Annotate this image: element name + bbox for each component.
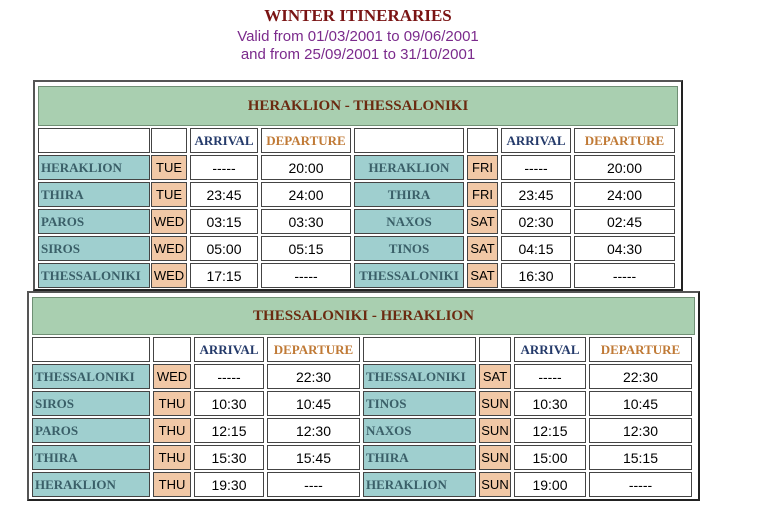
city-cell: THIRA bbox=[354, 182, 464, 207]
arrival-time: ----- bbox=[514, 364, 586, 389]
departure-time: 02:45 bbox=[574, 209, 675, 234]
arrival-time: 23:45 bbox=[501, 182, 571, 207]
arrival-time: ----- bbox=[194, 364, 264, 389]
blank-header-cell bbox=[479, 337, 511, 362]
arrival-header: ARRIVAL bbox=[194, 337, 264, 362]
city-cell: THESSALONIKI bbox=[363, 364, 476, 389]
departure-time: 12:30 bbox=[267, 418, 360, 443]
departure-header: DEPARTURE bbox=[261, 128, 351, 153]
departure-time: 15:15 bbox=[589, 445, 692, 470]
blank-header-cell bbox=[354, 128, 464, 153]
arrival-time: 12:15 bbox=[194, 418, 264, 443]
city-cell: PAROS bbox=[38, 209, 150, 234]
day-cell: FRI bbox=[467, 155, 498, 180]
arrival-time: 15:00 bbox=[514, 445, 586, 470]
city-cell: SIROS bbox=[38, 236, 150, 261]
blank-header-cell bbox=[363, 337, 476, 362]
departure-time: 24:00 bbox=[574, 182, 675, 207]
route-header: HERAKLION - THESSALONIKI bbox=[38, 86, 678, 126]
day-cell: SAT bbox=[467, 209, 498, 234]
arrival-time: ----- bbox=[501, 155, 571, 180]
blank-header-cell bbox=[153, 337, 191, 362]
city-cell: THIRA bbox=[363, 445, 476, 470]
city-cell: NAXOS bbox=[363, 418, 476, 443]
departure-time: ----- bbox=[589, 472, 692, 497]
validity-line-1: Valid from 01/03/2001 to 09/06/2001 bbox=[237, 28, 479, 45]
arrival-time: 16:30 bbox=[501, 263, 571, 288]
arrival-time: 05:00 bbox=[190, 236, 258, 261]
departure-time: 12:30 bbox=[589, 418, 692, 443]
day-cell: THU bbox=[153, 472, 191, 497]
day-cell: SAT bbox=[467, 263, 498, 288]
day-cell: WED bbox=[151, 236, 187, 261]
arrival-time: 03:15 bbox=[190, 209, 258, 234]
city-cell: HERAKLION bbox=[32, 472, 150, 497]
city-cell: THESSALONIKI bbox=[32, 364, 150, 389]
departure-time: 22:30 bbox=[267, 364, 360, 389]
day-cell: TUE bbox=[151, 155, 187, 180]
itinerary-table-heraklion-thessaloniki bbox=[33, 80, 683, 291]
departure-time: 03:30 bbox=[261, 209, 351, 234]
day-cell: SUN bbox=[479, 472, 511, 497]
arrival-header: ARRIVAL bbox=[514, 337, 586, 362]
city-cell: HERAKLION bbox=[363, 472, 476, 497]
city-cell: THIRA bbox=[38, 182, 150, 207]
departure-time: 10:45 bbox=[589, 391, 692, 416]
day-cell: THU bbox=[153, 445, 191, 470]
city-cell: HERAKLION bbox=[38, 155, 150, 180]
departure-time: 24:00 bbox=[261, 182, 351, 207]
arrival-time: 17:15 bbox=[190, 263, 258, 288]
arrival-time: 19:00 bbox=[514, 472, 586, 497]
city-cell: THIRA bbox=[32, 445, 150, 470]
arrival-time: 12:15 bbox=[514, 418, 586, 443]
departure-time: 10:45 bbox=[267, 391, 360, 416]
departure-header: DEPARTURE bbox=[267, 337, 360, 362]
city-cell: THESSALONIKI bbox=[38, 263, 150, 288]
arrival-time: 19:30 bbox=[194, 472, 264, 497]
departure-time: ----- bbox=[574, 263, 675, 288]
departure-header: DEPARTURE bbox=[574, 128, 675, 153]
day-cell: WED bbox=[153, 364, 191, 389]
day-cell: THU bbox=[153, 418, 191, 443]
arrival-time: 23:45 bbox=[190, 182, 258, 207]
day-cell: WED bbox=[151, 263, 187, 288]
arrival-header: ARRIVAL bbox=[501, 128, 571, 153]
city-cell: SIROS bbox=[32, 391, 150, 416]
departure-time: 20:00 bbox=[574, 155, 675, 180]
day-cell: FRI bbox=[467, 182, 498, 207]
departure-time: ----- bbox=[261, 263, 351, 288]
departure-time: 20:00 bbox=[261, 155, 351, 180]
day-cell: SAT bbox=[479, 364, 511, 389]
city-cell: HERAKLION bbox=[354, 155, 464, 180]
day-cell: TUE bbox=[151, 182, 187, 207]
arrival-time: 10:30 bbox=[194, 391, 264, 416]
blank-header-cell bbox=[151, 128, 187, 153]
city-cell: NAXOS bbox=[354, 209, 464, 234]
day-cell: SUN bbox=[479, 418, 511, 443]
departure-header: DEPARTURE bbox=[589, 337, 692, 362]
city-cell: TINOS bbox=[363, 391, 476, 416]
day-cell: THU bbox=[153, 391, 191, 416]
arrival-time: 10:30 bbox=[514, 391, 586, 416]
validity-line-2: and from 25/09/2001 to 31/10/2001 bbox=[240, 46, 476, 63]
itinerary-table-thessaloniki-heraklion bbox=[27, 291, 700, 501]
day-cell: SUN bbox=[479, 391, 511, 416]
blank-header-cell bbox=[467, 128, 498, 153]
arrival-time: ----- bbox=[190, 155, 258, 180]
route-header: THESSALONIKI - HERAKLION bbox=[32, 297, 695, 335]
day-cell: WED bbox=[151, 209, 187, 234]
blank-header-cell bbox=[32, 337, 150, 362]
departure-time: 05:15 bbox=[261, 236, 351, 261]
departure-time: 22:30 bbox=[589, 364, 692, 389]
city-cell: PAROS bbox=[32, 418, 150, 443]
day-cell: SUN bbox=[479, 445, 511, 470]
arrival-time: 15:30 bbox=[194, 445, 264, 470]
arrival-time: 04:15 bbox=[501, 236, 571, 261]
blank-header-cell bbox=[38, 128, 150, 153]
city-cell: TINOS bbox=[354, 236, 464, 261]
page-title: WINTER ITINERARIES bbox=[264, 6, 452, 25]
departure-time: ---- bbox=[267, 472, 360, 497]
city-cell: THESSALONIKI bbox=[354, 263, 464, 288]
departure-time: 15:45 bbox=[267, 445, 360, 470]
day-cell: SAT bbox=[467, 236, 498, 261]
departure-time: 04:30 bbox=[574, 236, 675, 261]
arrival-time: 02:30 bbox=[501, 209, 571, 234]
arrival-header: ARRIVAL bbox=[190, 128, 258, 153]
